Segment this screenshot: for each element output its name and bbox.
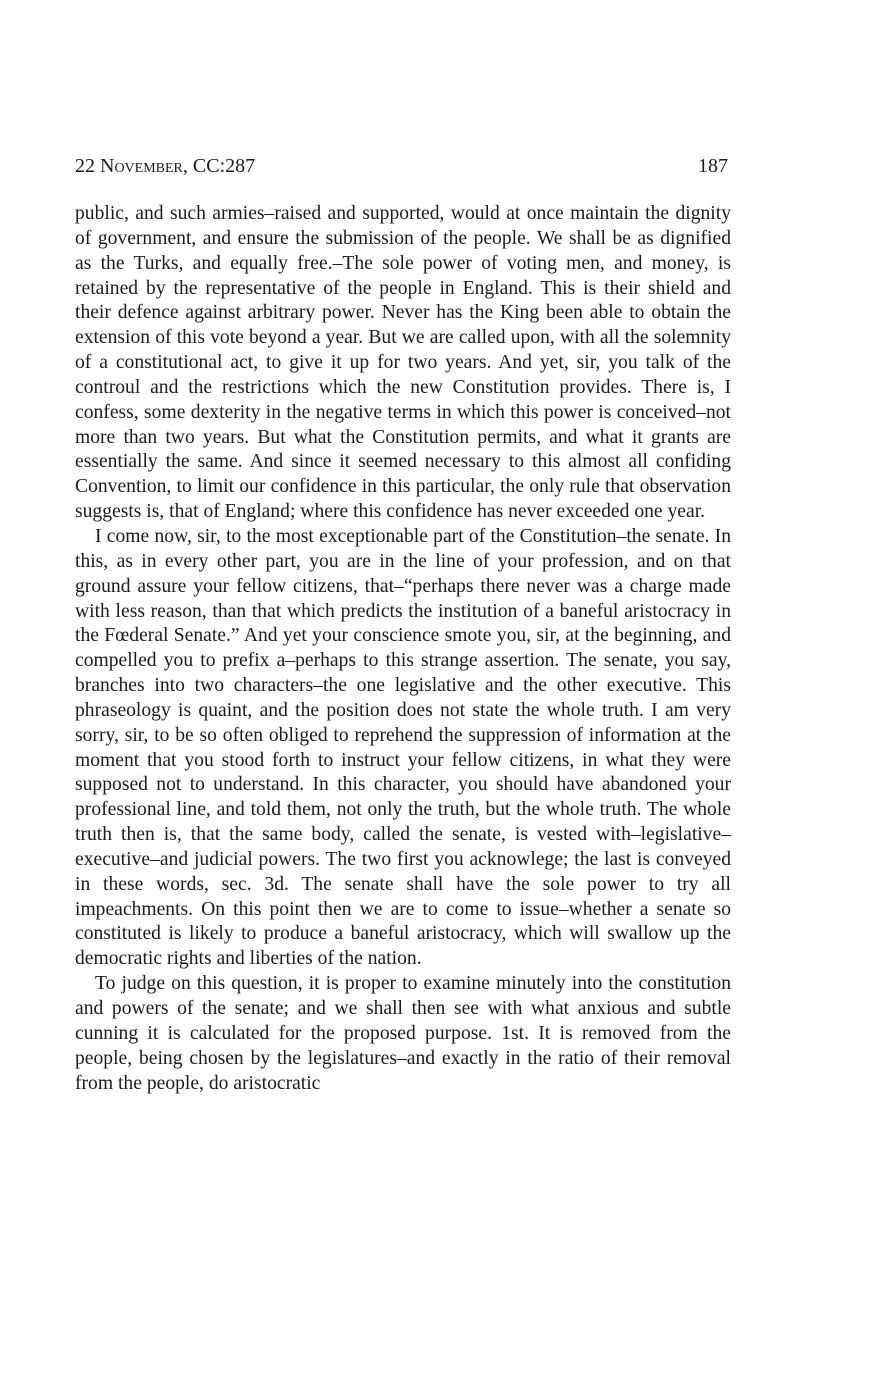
month-name: November — [100, 155, 183, 177]
paragraph-judge-question: To judge on this question, it is proper to examine minutely into the constitution and powers of the senate; and we shall then see with what anxious and subtle cunning it is calculated for the proposed purpose. 1st. It is removed from the people, being chosen by the legislatures–and exactly in the ratio of their removal from the people, do aristocratic — [75, 973, 731, 1094]
body-text — [75, 202, 731, 1096]
running-head-citation — [75, 153, 255, 179]
paragraph-continued: public, and such armies–raised and supported, would at once maintain the dignity of government, and ensure the submission of the people. We shall be as dignified as the Turks, and equally free.–The sole power of voting men, and money, is retained by the representative of the people in England. This is their shield and their defence against arbitrary power. Never has the King been able to obtain the extension of this vote beyond a year. But we are called upon, with all the solemnity of a constitutional act, to give it up for two years. And yet, sir, you talk of the controul and the restrictions which the new Constitution provides. There is, I confess, some dexterity in the negative terms in which this power is conceived–not more than two years. But what the Constitution permits, and what it grants are essentially the same. And since it seemed necessary to this almost all confiding Convention, to limit our confidence in this particular, the only rule that observation suggests is, that of England; where this confidence has never exceeded one year. — [75, 203, 731, 523]
running-head — [75, 153, 728, 179]
page-number: 187 — [698, 155, 728, 177]
document-citation: , CC:287 — [182, 155, 256, 177]
paragraph-senate: I come now, sir, to the most exceptionable part of the Constitution–the senate. In this, as in every other part, you are in the line of your profession, and on that ground assure your fellow citizens, that–“perhaps there never was a charge made with less reason, than that which predicts the institution of a baneful aristocracy in the Fœderal Senate.” And yet your conscience smote you, sir, at the beginning, and compelled you to prefix a–perhaps to this strange assertion. The senate, you say, branches into two characters–the one legislative and the other executive. This phraseology is quaint, and the position does not state the whole truth. I am very sorry, sir, to be so often obliged to reprehend the suppression of information at the moment that you stood forth to instruct your fellow citizens, in what they were supposed not to understand. In this character, you should have abandoned your professional line, and told them, not only the truth, but the whole truth. The whole truth then is, that the same body, called the senate, is vested with–legislative–executive–and judicial powers. The two first you acknowlege; the last is conveyed in these words, sec. 3d. The senate shall have the sole power to try all impeachments. On this point then we are to come to issue–whether a senate so constituted is likely to produce a baneful aristocracy, which will swallow up the democratic rights and liberties of the nation. — [75, 525, 731, 970]
date-number: 22 — [75, 155, 100, 177]
